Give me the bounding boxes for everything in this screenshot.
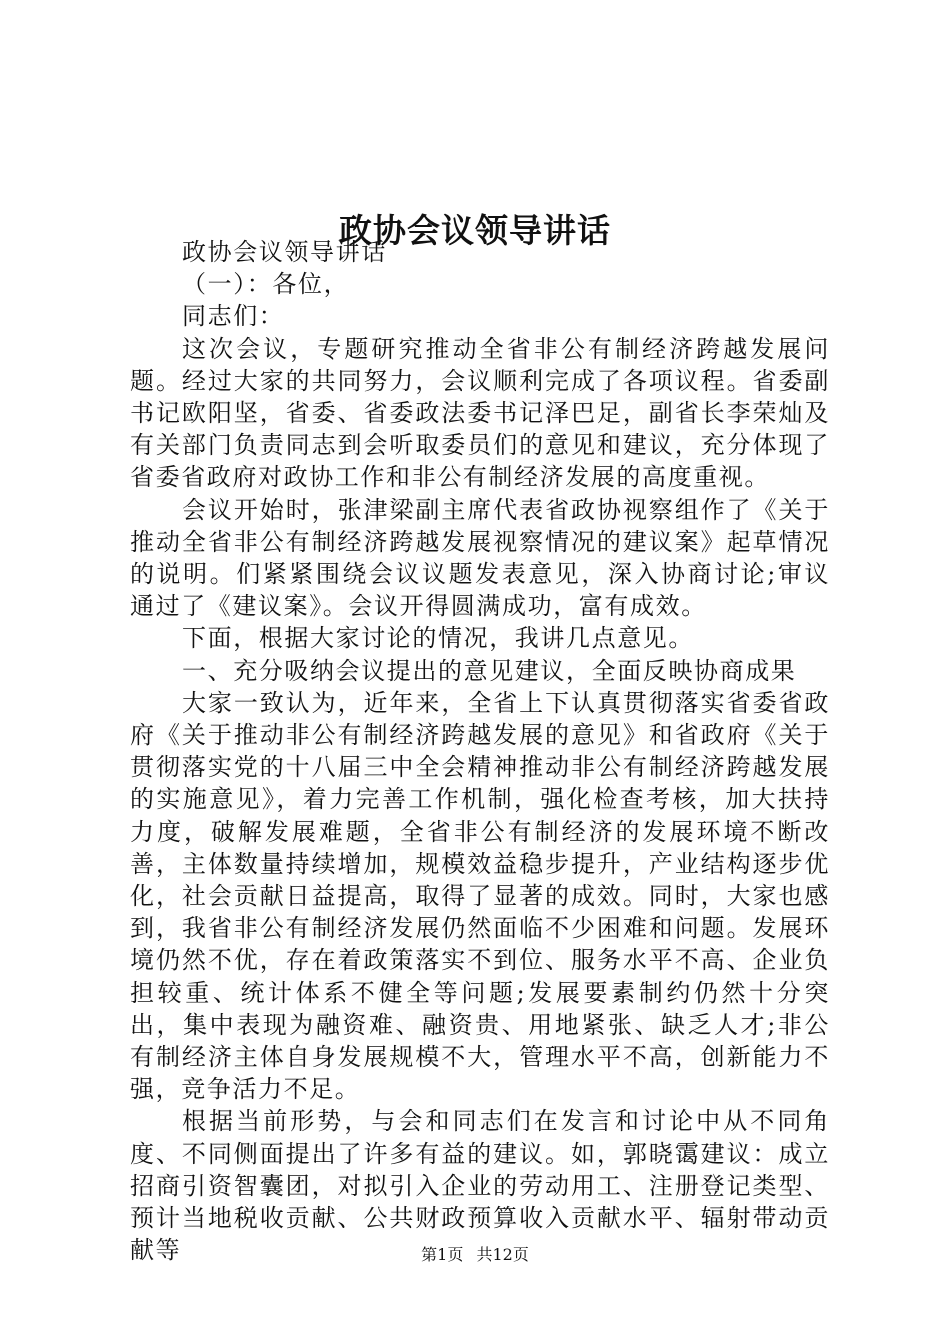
paragraph: 根据当前形势，与会和同志们在发言和讨论中从不同角度、不同侧面提出了许多有益的建议。如，郭晓霭建议：成立招商引资智囊团，对拟引入企业的劳动用工、注册登记类型、预计当地税收贡献、公共财政预算收入贡献水平、辐射带动贡献等 (130, 1107, 830, 1265)
page-footer (0, 1244, 950, 1266)
paragraph: 下面，根据大家讨论的情况，我讲几点意见。 (182, 624, 694, 653)
paragraph: 这次会议，专题研究推动全省非公有制经济跨越发展问题。经过大家的共同努力，会议顺利完成了各项议程。省委副书记欧阳坚，省委、省委政法委书记泽巴足，副省长李荣灿及有关部门负责同志到会听取委员们的意见和建议，充分体现了省委省政府对政协工作和非公有制经济发展的高度重视。 (130, 334, 830, 492)
document-title: 政协会议领导讲话 (339, 211, 611, 251)
paragraph-subtitle: 政协会议领导讲话 (182, 238, 387, 266)
section-heading: 一、充分吸纳会议提出的意见建议，全面反映协商成果 (182, 656, 797, 685)
paragraph: 大家一致认为，近年来，全省上下认真贯彻落实省委省政府《关于推动非公有制经济跨越发展的意见》和省政府《关于贯彻落实党的十八届三中全会精神推动非公有制经济跨越发展的实施意见》，着力完善工作机制，强化检查考核，加大扶持力度，破解发展难题，全省非公有制经济的发展环境不断改善，主体数量持续增加，规模效益稳步提升，产业结构逐步优化，社会贡献日益提高，取得了显著的成效。同时，大家也感到，我省非公有制经济发展仍然面临不少困难和问题。发展环境仍然不优，存在着政策落实不到位、服务水平不高、企业负担较重、统计体系不健全等问题;发展要素制约仍然十分突出，集中表现为融资难、融资贵、用地紧张、缺乏人才;非公有制经济主体自身发展规模不大，管理水平不高，创新能力不强，竞争活力不足。 (130, 688, 830, 1104)
document-body (130, 236, 830, 1267)
paragraph: 会议开始时，张津梁副主席代表省政协视察组作了《关于推动全省非公有制经济跨越发展视察情况的建议案》起草情况的说明。们紧紧围绕会议议题发表意见，深入协商讨论;审议通过了《建议案》。会议开得圆满成功，富有成效。 (130, 495, 830, 621)
paragraph-salutation: 同志们： (182, 302, 285, 331)
page-number-current: 第1页 (421, 1245, 464, 1264)
paragraph-greeting: （一）：各位， (182, 270, 350, 299)
page-number-total: 共12页 (476, 1245, 529, 1264)
